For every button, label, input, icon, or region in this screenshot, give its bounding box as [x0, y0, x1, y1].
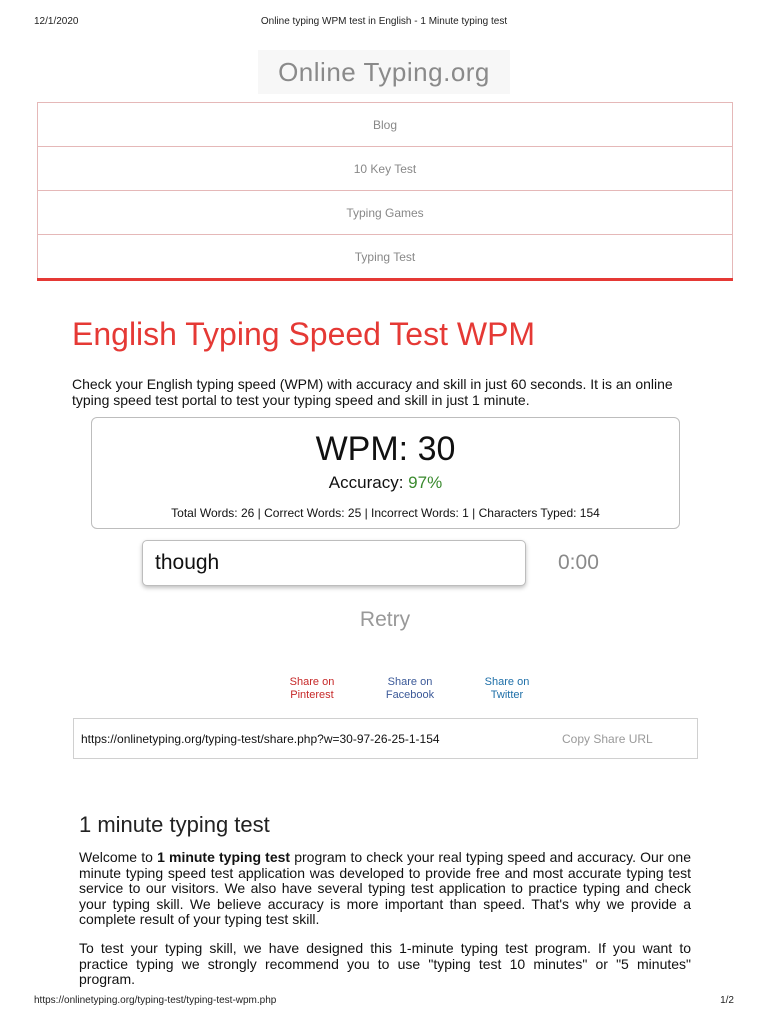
- share-pinterest-link[interactable]: [282, 676, 342, 702]
- p1-before: Welcome to: [79, 849, 158, 865]
- print-page-number: 1/2: [720, 995, 734, 1006]
- nav-item-blog[interactable]: Blog: [37, 102, 733, 146]
- share-url-text[interactable]: https://onlinetyping.org/typing-test/share.php?w=30-97-26-25-1-154: [81, 732, 440, 746]
- retry-button[interactable]: Retry: [359, 608, 411, 631]
- countdown-timer: 0:00: [558, 551, 599, 574]
- nav-divider: [37, 278, 733, 281]
- share-pinterest-line1: Share on: [289, 676, 335, 688]
- wpm-score: WPM: 30: [315, 430, 456, 468]
- typing-input[interactable]: [142, 540, 526, 586]
- share-url-box: [73, 718, 698, 759]
- share-facebook-link[interactable]: [378, 676, 442, 702]
- share-twitter-link[interactable]: [477, 676, 537, 702]
- page-title: English Typing Speed Test WPM: [72, 316, 536, 352]
- share-facebook-line1: Share on: [387, 676, 433, 688]
- print-page-title: Online typing WPM test in English - 1 Minute typing test: [260, 16, 508, 27]
- accuracy-label: Accuracy:: [328, 473, 404, 492]
- site-logo-text: Online Typing.org: [278, 56, 490, 87]
- p1-bold: 1 minute typing test: [157, 849, 291, 865]
- main-nav: [37, 102, 733, 281]
- print-date: 12/1/2020: [34, 16, 79, 27]
- accuracy-value: 97%: [408, 473, 443, 492]
- nav-item-typing-test[interactable]: Typing Test: [37, 234, 733, 278]
- share-twitter-line2: Twitter: [490, 689, 524, 701]
- copy-share-url-button[interactable]: Copy Share URL: [562, 732, 653, 746]
- share-twitter-line1: Share on: [484, 676, 530, 688]
- article-paragraph-2: To test your typing skill, we have designed this 1-minute typing test program. If you want to practice typing we strongly recommend you to use "typing test 10 minutes" or "5 minutes" program.: [79, 940, 691, 988]
- result-stats: Total Words: 26 | Correct Words: 25 | Incorrect Words: 1 | Characters Typed: 154: [171, 506, 600, 520]
- result-panel: [91, 417, 680, 529]
- section-heading: 1 minute typing test: [79, 812, 270, 837]
- share-pinterest-line2: Pinterest: [290, 689, 334, 701]
- nav-item-typing-games[interactable]: Typing Games: [37, 190, 733, 234]
- share-facebook-line2: Facebook: [385, 689, 435, 701]
- accuracy-line: [92, 473, 679, 493]
- print-url: https://onlinetyping.org/typing-test/typing-test-wpm.php: [34, 995, 277, 1006]
- p1-after: program to check your real typing speed and accuracy. Our one minute typing speed test application was developed to provide free and most accurate typing test service to our visitors. We also have several typing test application to practice typing and check your typing skill. We believe accuracy is more important than speed. That's why we provide a complete result of your typing test skill.: [79, 849, 692, 928]
- site-logo[interactable]: [258, 50, 510, 94]
- article-paragraph-1: [79, 850, 691, 928]
- intro-text: Check your English typing speed (WPM) with accuracy and skill in just 60 seconds. It is an online typing speed test portal to test your typing speed and skill in just 1 minute.: [72, 376, 673, 408]
- nav-item-10-key-test[interactable]: 10 Key Test: [37, 146, 733, 190]
